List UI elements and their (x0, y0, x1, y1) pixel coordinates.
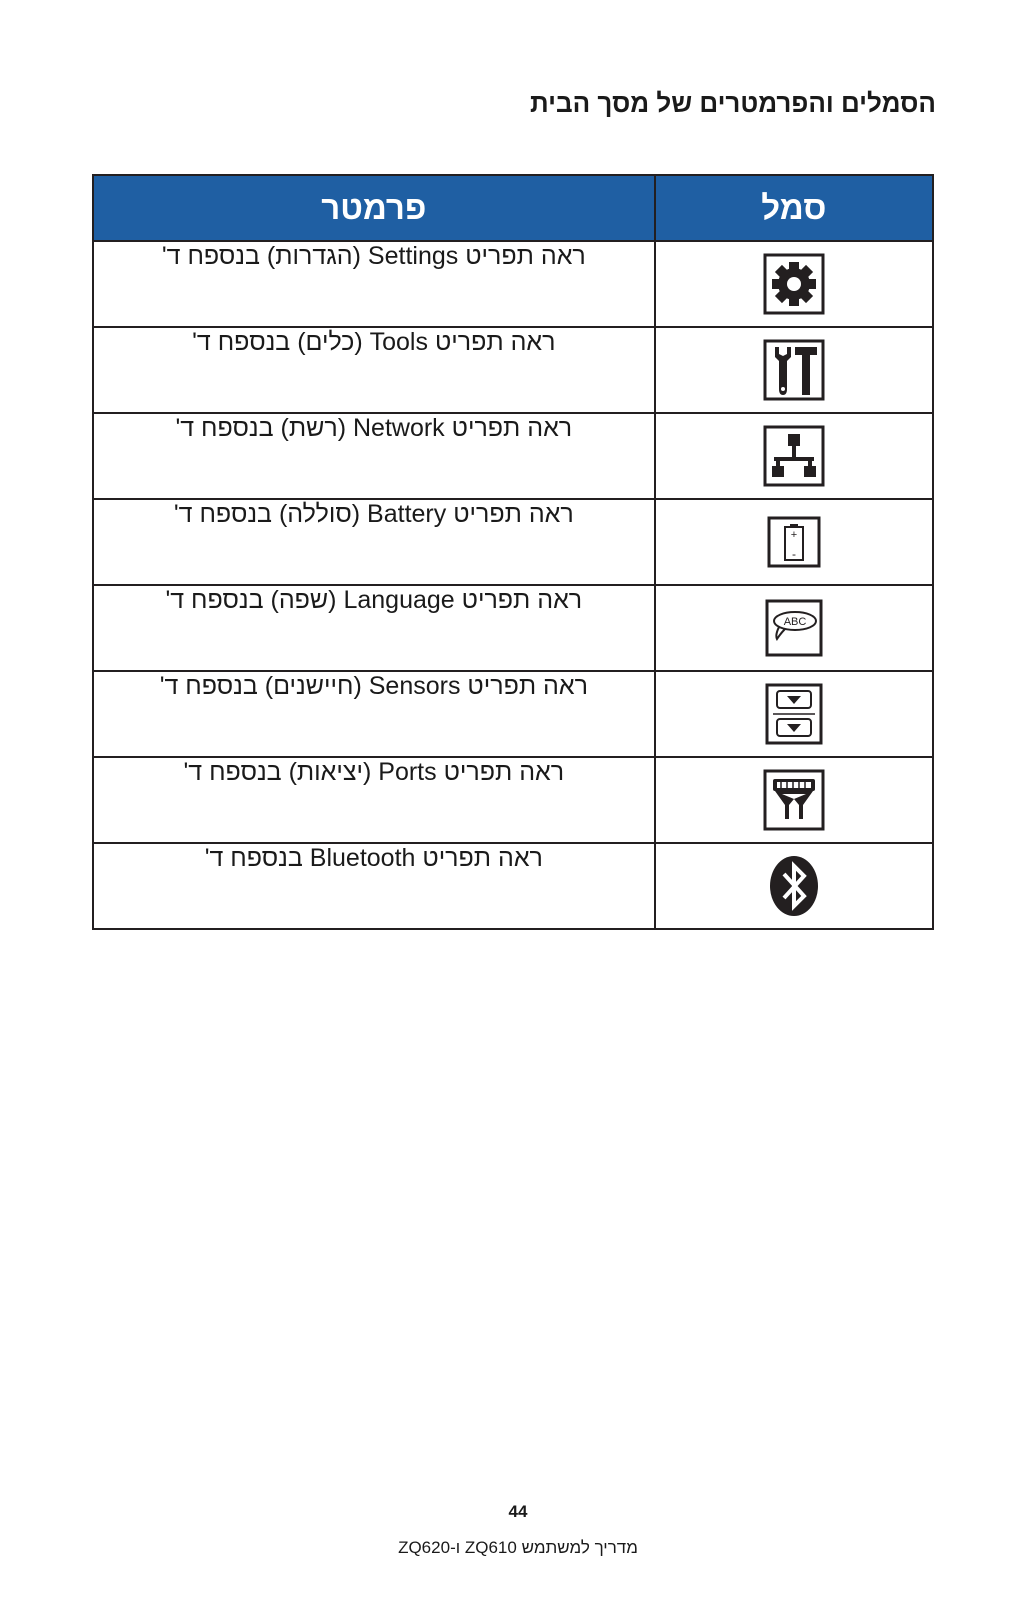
parameter-cell: ראה תפריט Ports (יציאות) בנספח ד' (93, 757, 655, 843)
symbol-cell (655, 671, 933, 757)
table-row (93, 585, 933, 671)
page-title: הסמלים והפרמטרים של מסך הבית (529, 88, 936, 118)
header-symbol: סמל (655, 175, 933, 241)
battery-icon (767, 516, 821, 568)
symbol-cell (655, 499, 933, 585)
symbol-cell (655, 585, 933, 671)
table-row (93, 241, 933, 327)
table-header-row (93, 175, 933, 241)
parameter-cell: ראה תפריט Network (רשת) בנספח ד' (93, 413, 655, 499)
gear-icon (763, 253, 825, 315)
parameter-cell: ראה תפריט Battery (סוללה) בנספח ד' (93, 499, 655, 585)
table-row (93, 757, 933, 843)
network-icon (763, 425, 825, 487)
bluetooth-icon (768, 854, 820, 918)
sensors-icon (765, 683, 823, 745)
parameter-cell: ראה תפריט Settings (הגדרות) בנספח ד' (93, 241, 655, 327)
symbols-parameters-table (92, 174, 934, 930)
table-row (93, 413, 933, 499)
page-number: 44 (508, 1502, 528, 1521)
language-abc-label: ABC (783, 616, 807, 628)
table-row (93, 671, 933, 757)
table-row (93, 843, 933, 929)
language-icon (765, 599, 823, 657)
symbol-cell (655, 413, 933, 499)
symbol-cell (655, 757, 933, 843)
parameter-cell: ראה תפריט Language (שפה) בנספח ד' (93, 585, 655, 671)
symbol-cell (655, 843, 933, 929)
symbol-cell (655, 241, 933, 327)
footer-text: מדריך למשתמש ZQ610 ו-ZQ620 (398, 1538, 638, 1557)
header-parameter: פרמטר (93, 175, 655, 241)
table-row (93, 327, 933, 413)
tools-icon (763, 339, 825, 401)
ports-icon (763, 769, 825, 831)
parameter-cell: ראה תפריט Tools (כלים) בנספח ד' (93, 327, 655, 413)
battery-minus-label: - (791, 547, 796, 561)
table-row (93, 499, 933, 585)
parameter-cell: ראה תפריט Sensors (חיישנים) בנספח ד' (93, 671, 655, 757)
symbol-cell (655, 327, 933, 413)
battery-plus-label: + (790, 529, 798, 541)
parameter-cell: ראה תפריט Bluetooth בנספח ד' (93, 843, 655, 929)
